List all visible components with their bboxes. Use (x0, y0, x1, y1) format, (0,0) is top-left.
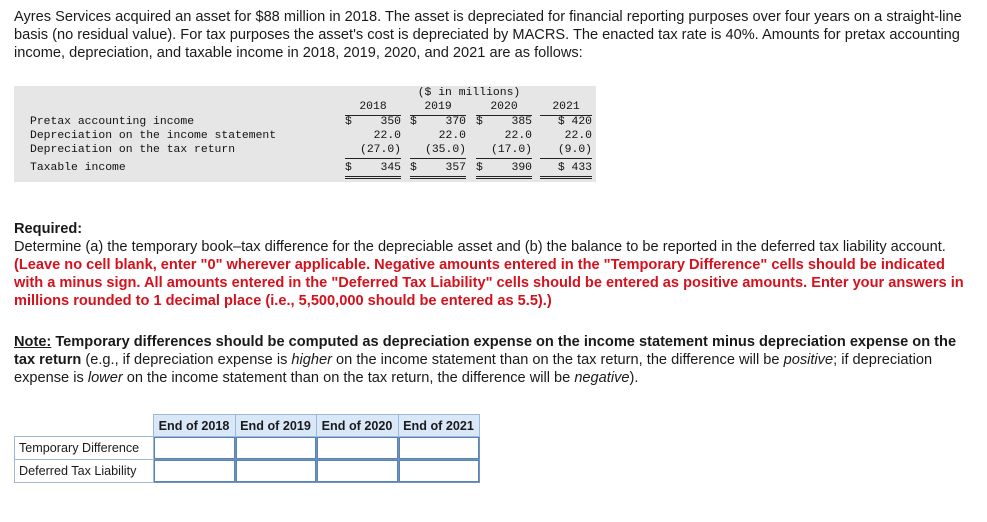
row-label: Depreciation on the tax return (30, 144, 236, 156)
note-text: (e.g., if depreciation expense is (81, 352, 292, 368)
input-cell (153, 437, 235, 460)
value-2021: 22.0 (564, 130, 592, 142)
temporary-difference-2018-input[interactable] (154, 437, 235, 459)
table-caption: ($ in millions) (417, 87, 521, 99)
year-header-2021: 2021 (540, 100, 592, 116)
note-emphasis: higher (291, 352, 332, 368)
note-emphasis: positive (783, 352, 834, 368)
note-emphasis: lower (87, 370, 123, 386)
input-cell (398, 460, 479, 483)
temporary-difference-2020-input[interactable] (317, 437, 398, 459)
value-2021: (9.0) (540, 143, 592, 159)
required-section (14, 220, 974, 310)
dollar-sign: $ (410, 116, 417, 128)
value-2018: 22.0 (373, 130, 401, 142)
value-2018: (27.0) (345, 143, 401, 159)
year-header-row (14, 100, 596, 115)
column-header-2018: End of 2018 (153, 415, 235, 437)
row-label: Depreciation on the income statement (30, 130, 277, 142)
deferred-tax-liability-2018-input[interactable] (154, 460, 235, 482)
column-header-2019: End of 2019 (235, 415, 316, 437)
table-row (15, 460, 480, 483)
input-cell (316, 437, 398, 460)
value-2020: 385 (511, 116, 532, 128)
temporary-difference-2019-input[interactable] (236, 437, 316, 459)
table-caption-row (14, 86, 596, 101)
value-2018: 345 (380, 162, 401, 174)
value-cell (476, 115, 532, 130)
year-header-2018: 2018 (345, 100, 401, 116)
required-body (14, 238, 974, 310)
dollar-sign: $ (476, 162, 483, 174)
deferred-tax-liability-label: Deferred Tax Liability (15, 460, 154, 483)
year-header-2019: 2019 (410, 100, 466, 116)
value-2019: (35.0) (410, 143, 466, 159)
blank-header (15, 415, 154, 437)
value-cell (410, 115, 466, 130)
depreciation-data-table (14, 86, 596, 182)
note-text: ). (629, 370, 639, 386)
value-2020: 22.0 (504, 130, 532, 142)
note-section (14, 333, 974, 387)
table-row (14, 161, 596, 176)
note-text: ; if depreciation expense is (14, 352, 933, 386)
required-title: Required: (14, 221, 83, 237)
input-cell (235, 437, 316, 460)
deferred-tax-liability-2019-input[interactable] (236, 460, 316, 482)
value-2020: (17.0) (476, 143, 532, 159)
answer-table (14, 414, 480, 483)
dollar-sign: $ (410, 162, 417, 174)
value-2021: $ 433 (540, 161, 592, 179)
value-cell (345, 161, 401, 179)
deferred-tax-liability-2020-input[interactable] (317, 460, 398, 482)
dollar-sign: $ (345, 116, 352, 128)
required-instructions: (Leave no cell blank, enter "0" wherever applicable. Negative amounts entered in the "Temporary Difference" cells should be indicated with a minus sign. All amounts entered in the "Deferred Tax Liability" cells should be entered as positive amounts. Enter your answers in millions rounded to 1 decimal place (i.e., 5,500,000 should be entered as 5.5).) (14, 257, 964, 309)
problem-intro: Ayres Services acquired an asset for $88 million in 2018. The asset is depreciated for financial reporting purposes over four years on a straight-line basis (no residual value). For tax purposes the asset's cost is depreciated by MACRS. The enacted tax rate is 40%. Amounts for pretax accounting income, depreciation, and taxable income in 2018, 2019, 2020, and 2021 are as follows: (14, 9, 962, 61)
input-cell (398, 437, 479, 460)
value-cell (345, 115, 401, 130)
required-text: Determine (a) the temporary book–tax difference for the depreciable asset and (b) the balance to be reported in the deferred tax liability account. (14, 239, 946, 255)
note-emphasis: negative (574, 370, 630, 386)
temporary-difference-2021-input[interactable] (399, 437, 479, 459)
note-label: Note: (14, 334, 52, 350)
input-cell (316, 460, 398, 483)
deferred-tax-liability-2021-input[interactable] (399, 460, 479, 482)
table-row (14, 115, 596, 130)
table-row (14, 129, 596, 144)
input-cell (153, 460, 235, 483)
note-text: on the income statement than on the tax return, the difference will be (332, 352, 784, 368)
value-2019: 370 (445, 116, 466, 128)
temporary-difference-label: Temporary Difference (15, 437, 154, 460)
row-label: Pretax accounting income (30, 116, 195, 128)
note-text: on the income statement than on the tax return, the difference will be (122, 370, 575, 386)
value-2021: $ 420 (557, 116, 592, 128)
dollar-sign: $ (476, 116, 483, 128)
value-cell (410, 161, 466, 179)
column-header-2021: End of 2021 (398, 415, 479, 437)
note-bold-text: Temporary differences should be computed as depreciation expense on the income statement minus depreciation expense on the tax return (14, 334, 957, 368)
value-2018: 350 (380, 116, 401, 128)
value-cell (476, 161, 532, 179)
answer-header-row (15, 415, 480, 437)
input-cell (235, 460, 316, 483)
year-header-2020: 2020 (476, 100, 532, 116)
value-2019: 22.0 (438, 130, 466, 142)
table-row (15, 437, 480, 460)
column-header-2020: End of 2020 (316, 415, 398, 437)
value-2019: 357 (445, 162, 466, 174)
value-2020: 390 (511, 162, 532, 174)
dollar-sign: $ (345, 162, 352, 174)
row-label: Taxable income (30, 162, 126, 174)
table-row (14, 143, 596, 158)
